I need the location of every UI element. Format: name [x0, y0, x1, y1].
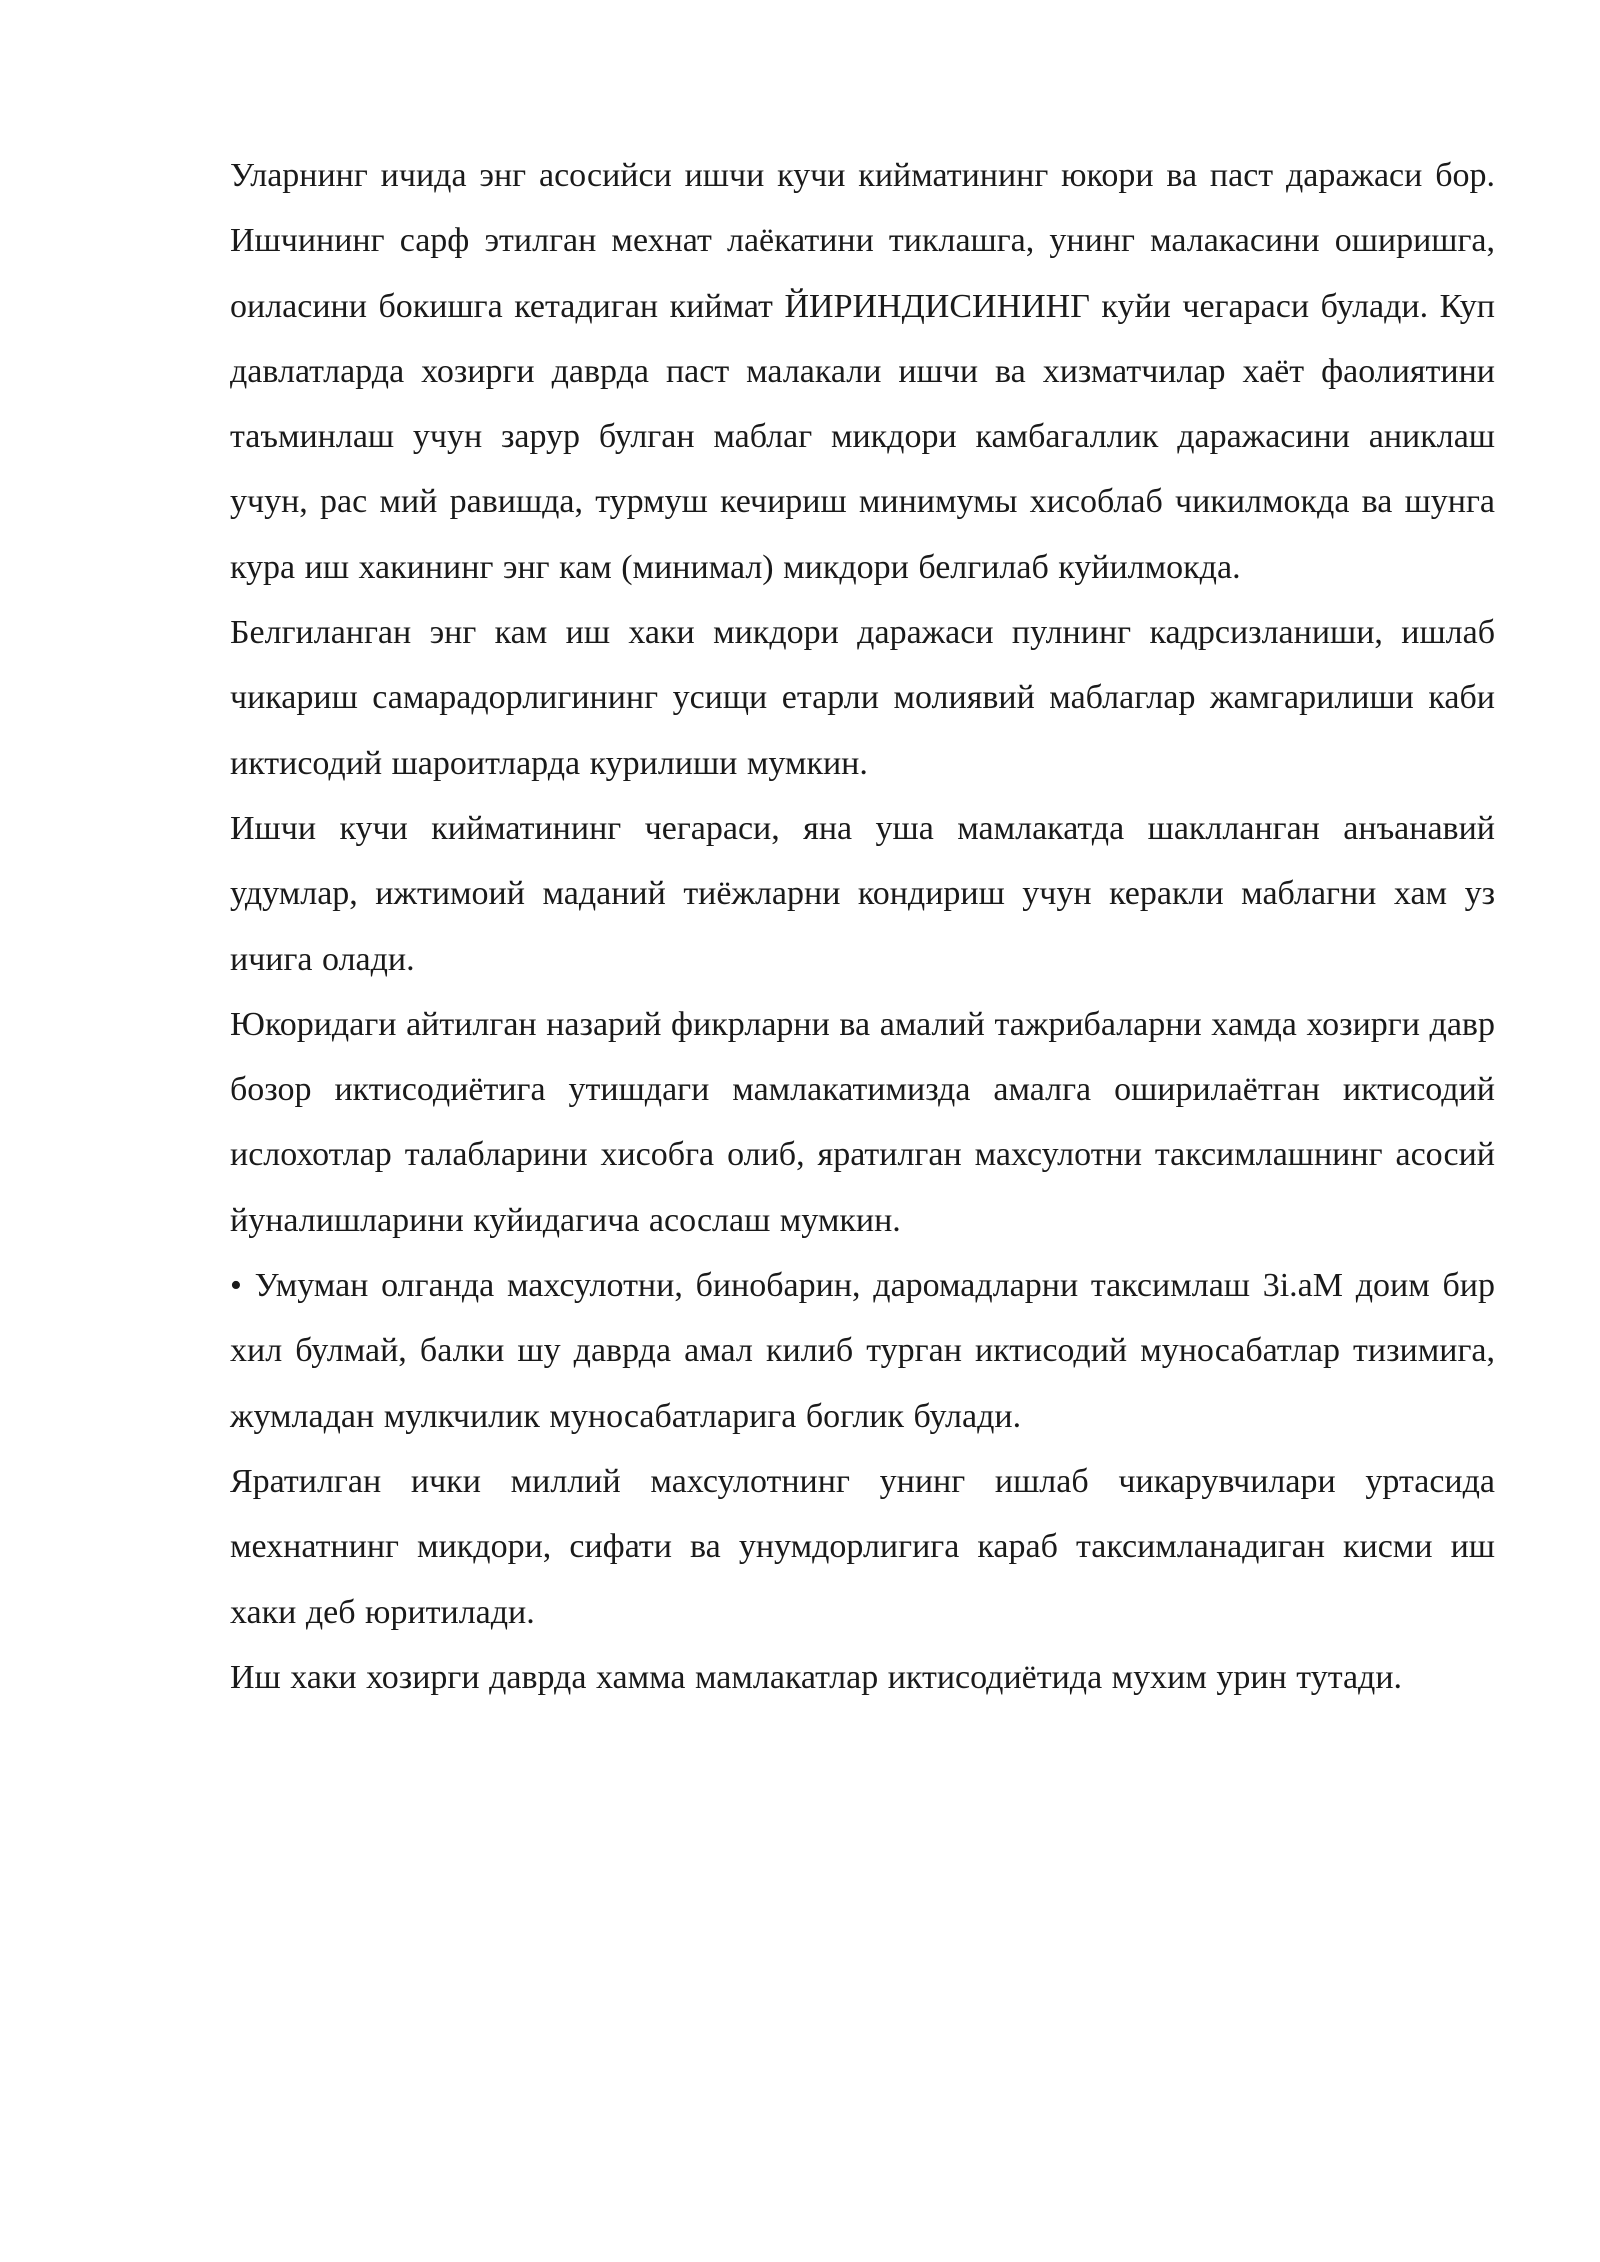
document-body	[230, 143, 1495, 1710]
paragraph-3: Ишчи кучи кийматининг чегараси, яна уша мамлакатда шаклланган анъанавий удумлар, ижтимоий маданий тиёжларни кондириш учун керакли маблагни хам уз ичига олади.	[230, 809, 1495, 978]
paragraph-4: Юкоридаги айтилган назарий фикрларни ва амалий тажрибаларни хамда хозирги давр бозор иктисодиётига утишдаги мамлакатимизда амалга оширилаётган иктисодий ислохотлар талабларини хисобга олиб, яратилган махсулотни таксимлашнинг асосий йуналишларини куйидагича асослаш мумкин.	[230, 1005, 1495, 1239]
bullet-paragraph: • Умуман олганда махсулотни, бинобарин, даромадларни таксимлаш 3i.aM доим бир хил булмай, балки шу даврда амал килиб турган иктисодий муносабатлар тизимига, жумладан мулкчилик муносабатларига боглик булади.	[230, 1267, 1495, 1435]
paragraph-6: Яратилган ички миллий махсулотнинг унинг ишлаб чикарувчилари уртасида мехнатнинг микдори, сифати ва унумдорлигига караб таксимланадиган кисми иш хаки деб юритилади.	[230, 1462, 1495, 1631]
paragraph-2: Белгиланган энг кам иш хаки микдори даражаси пулнинг кадрсизланиши, ишлаб чикариш самарадорлигининг усищи етарли молиявий маблаглар жамгарилиши каби иктисодий шароитларда курилиши мумкин.	[230, 614, 1495, 782]
paragraph-1: Уларнинг ичида энг асосийси ишчи кучи кийматининг юкори ва паст даражаси бор. Ишчининг сарф этилган мехнат лаёкатини тиклашга, унинг малакасини оширишга, оиласини бокишга кетадиган киймат ЙИРИНДИСИНИНГ куйи чегараси булади. Куп давлатларда хозирги даврда паст малакали ишчи ва хизматчилар хаёт фаолиятини таъминлаш учун зарур булган маблаг микдори камбагаллик даражасини аниклаш учун, рас мий равишда, турмуш кечириш минимумы хисоблаб чикилмокда ва шунга кура иш хакининг энг кам (минимал) микдори белгилаб куйилмокда.	[230, 157, 1495, 586]
paragraph-7: Иш хаки хозирги даврда хамма мамлакатлар иктисодиётида мухим урин тутади.	[230, 1658, 1403, 1696]
